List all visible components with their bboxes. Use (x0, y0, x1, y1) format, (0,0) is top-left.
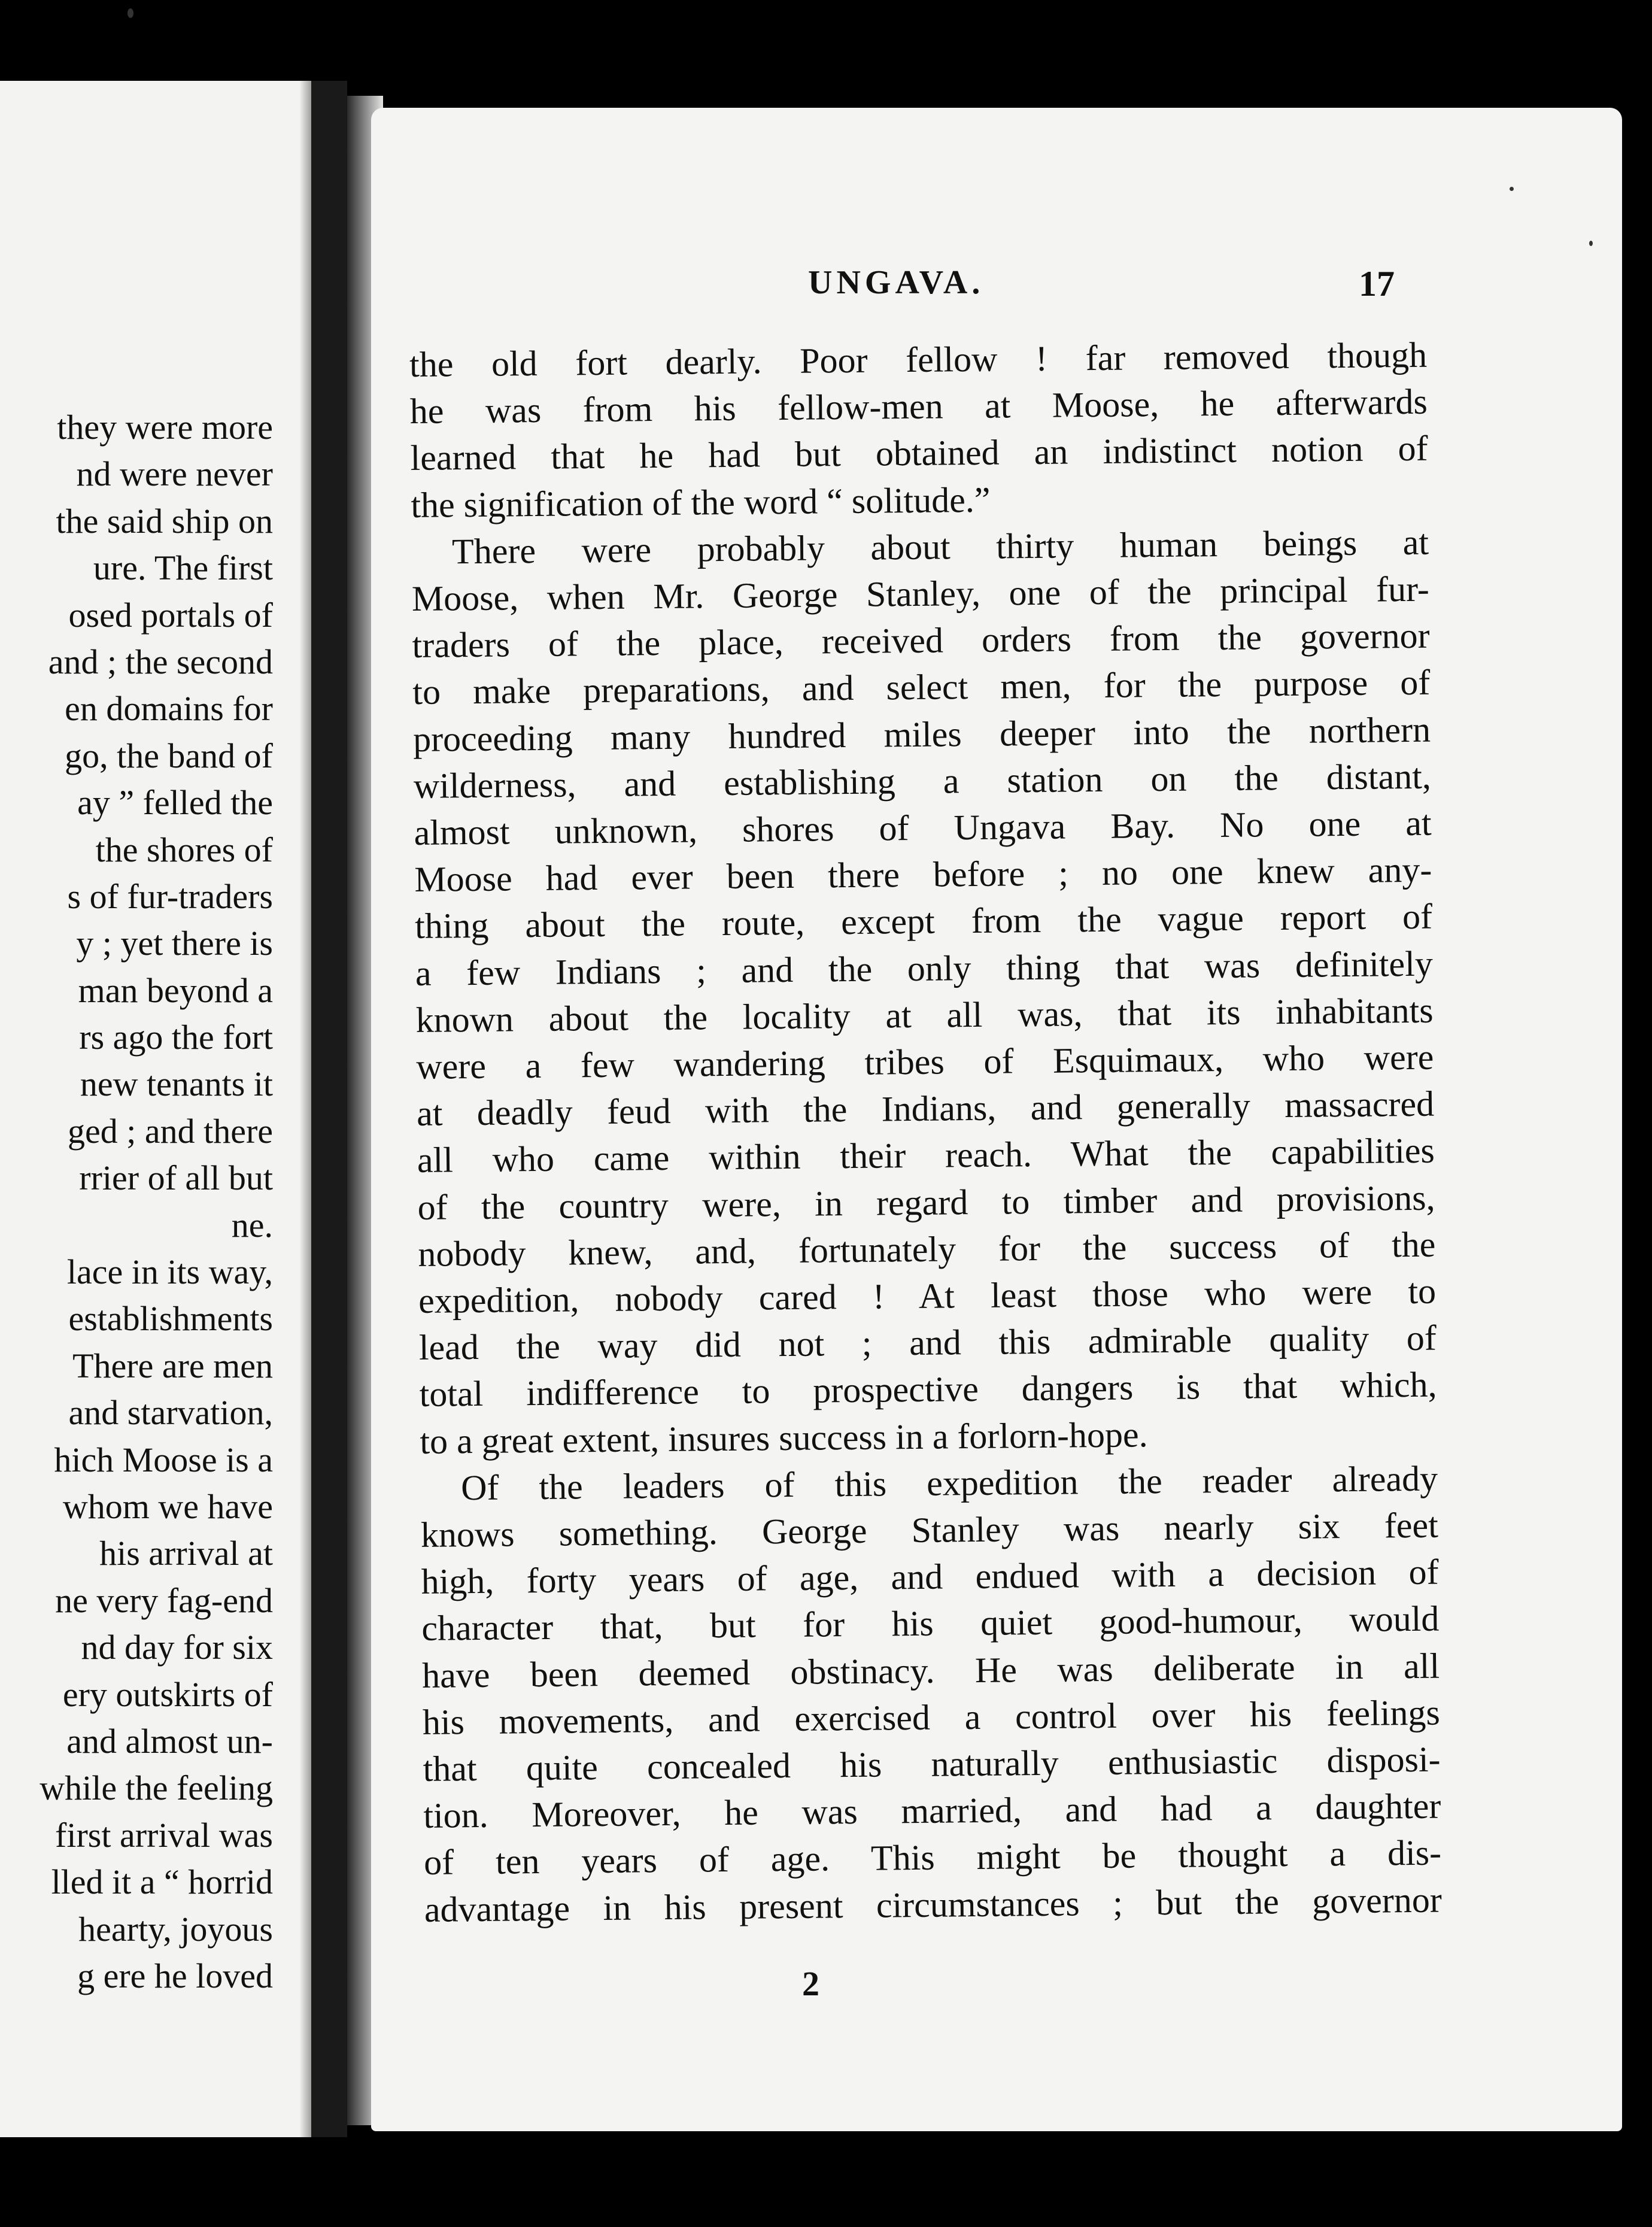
text-line: a few Indians ; and the only thing that was definitely (415, 943, 1434, 993)
previous-page-line: y ; yet there is (76, 924, 273, 963)
previous-page-line: first arrival was (55, 1815, 273, 1855)
text-line: known about the locality at all was, that its inhabitants (415, 990, 1434, 1040)
text-line: to a great extent, insures success in a forlorn-hope. (420, 1414, 1148, 1461)
previous-page-line: hich Moose is a (54, 1440, 273, 1479)
text-line: total indifference to prospective dangers is that which, (419, 1364, 1437, 1415)
previous-page-line: ged ; and there (67, 1111, 273, 1151)
previous-page-line: man beyond a (78, 970, 273, 1010)
previous-page-line: new tenants it (80, 1064, 273, 1104)
previous-page-line: nd were never (76, 454, 273, 494)
text-line: of the country were, in regard to timber and provisions, (417, 1178, 1435, 1227)
scan-speck (127, 8, 133, 18)
text-line: There were probably about thirty human beings at (451, 522, 1429, 572)
previous-page-line: the shores of (95, 830, 273, 869)
previous-page-line: nd day for six (81, 1628, 273, 1667)
previous-page-line: hearty, joyous (78, 1909, 273, 1949)
previous-page-line: g ere he loved (77, 1956, 273, 1995)
text-line: expedition, nobody cared ! At least those who were to (418, 1271, 1437, 1321)
previous-page-line: and almost un- (66, 1721, 273, 1761)
text-line: thing about the route, except from the vague report of (414, 897, 1433, 946)
previous-page-line: ne very fag-end (55, 1580, 273, 1620)
previous-page-line: and ; the second (48, 642, 273, 681)
previous-page-line: ure. The first (93, 548, 273, 588)
previous-page-line: en domains for (65, 689, 273, 729)
text-line: of ten years of age. This might be thought a dis- (423, 1832, 1442, 1883)
text-line: learned that he had but obtained an indistinct notion of (410, 429, 1428, 478)
book-page (371, 108, 1622, 2131)
text-line: to make preparations, and select men, for the purpose of (412, 663, 1431, 712)
previous-page-line: s of fur-traders (67, 876, 273, 916)
running-title: UNGAVA. (808, 264, 985, 301)
previous-page-line: There are men (72, 1346, 273, 1385)
previous-page (0, 81, 311, 2137)
text-line: proceeding many hundred miles deeper into the northern (412, 709, 1431, 759)
previous-page-line: lace in its way, (66, 1252, 273, 1292)
page-number: 17 (1359, 264, 1395, 304)
signature-mark: 2 (802, 1964, 819, 2003)
text-line: all who came within their reach. What the capabilities (417, 1130, 1435, 1181)
previous-page-line: the said ship on (56, 501, 273, 541)
previous-page-line: whom we have (62, 1486, 273, 1526)
text-line: have been deemed obstinacy. He was deliberate in all (421, 1646, 1440, 1695)
text-line: Moose had ever been there before ; no one knew any- (414, 849, 1432, 900)
text-line: tion. Moreover, he was married, and had a daughter (423, 1786, 1441, 1836)
text-line: he was from his fellow-men at Moose, he afterwards (409, 381, 1428, 432)
gutter-shadow (299, 81, 311, 2137)
previous-page-line: ery outskirts of (62, 1674, 273, 1714)
previous-page-line: rrier of all but (79, 1158, 273, 1198)
previous-page-line: while the feeling (40, 1768, 273, 1808)
text-line: the old fort dearly. Poor fellow ! far removed though (409, 335, 1428, 384)
text-line: lead the way did not ; and this admirable quality of (418, 1318, 1437, 1368)
text-line: nobody knew, and, fortunately for the success of the (418, 1224, 1436, 1274)
previous-page-line: they were more (57, 408, 273, 447)
text-line: wilderness, and establishing a station on the distant, (413, 756, 1432, 806)
previous-page-line: ay ” felled the (77, 783, 273, 823)
text-line: that quite concealed his naturally enthusiastic disposi- (423, 1739, 1441, 1789)
previous-page-line: go, the band of (65, 736, 273, 775)
text-line: Moose, when Mr. George Stanley, one of the principal fur- (411, 569, 1430, 618)
text-line: high, forty years of age, and endued with a decision of (421, 1552, 1439, 1602)
previous-page-line: rs ago the fort (79, 1018, 273, 1057)
previous-page-line: osed portals of (68, 595, 273, 635)
text-line: at deadly feud with the Indians, and generally massacred (416, 1084, 1435, 1134)
text-line: knows something. George Stanley was nearly six feet (420, 1505, 1439, 1555)
text-line: character that, but for his quiet good-humour, would (421, 1598, 1440, 1649)
text-line: traders of the place, received orders from the governor (412, 615, 1430, 666)
previous-page-line: establishments (68, 1299, 273, 1339)
text-line: were a few wandering tribes of Esquimaux, who were (416, 1037, 1434, 1087)
previous-page-line: lled it a “ horrid (51, 1862, 273, 1902)
previous-page-line: and starvation, (68, 1393, 273, 1433)
text-line: Of the leaders of this expedition the reader already (460, 1458, 1438, 1508)
text-line: the signification of the word “ solitude.” (411, 480, 991, 525)
scan-speck (1589, 241, 1593, 246)
book-gutter (311, 81, 347, 2137)
text-line: his movements, and exercised a control over his feelings (422, 1692, 1441, 1742)
previous-page-text (0, 404, 273, 2000)
running-head (371, 263, 1622, 305)
text-line: almost unknown, shores of Ungava Bay. No one at (414, 803, 1432, 852)
previous-page-line: ne. (231, 1205, 273, 1245)
scan-speck (1510, 187, 1514, 191)
text-line: advantage in his present circumstances ; but the governor (424, 1880, 1443, 1929)
previous-page-line: his arrival at (99, 1534, 273, 1573)
